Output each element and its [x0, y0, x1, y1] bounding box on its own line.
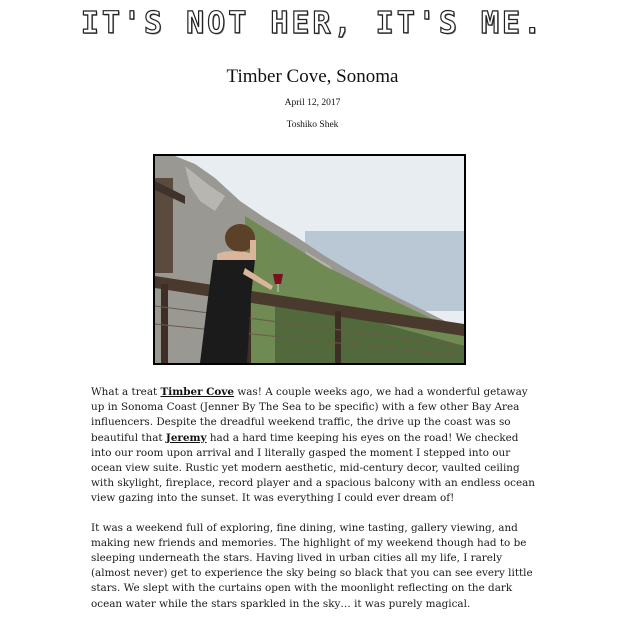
- post-author: Toshiko Shek: [286, 120, 339, 130]
- paragraph-text: What a treat: [91, 386, 161, 398]
- photo-railing-post: [335, 311, 341, 363]
- paragraph-text: had a hard time keeping his eyes on the road! We checked into our room upon arrival and I literally gasped the moment I stepped into our ocean view suite. Rustic yet modern aesthetic, mid-century decor, vaulted ceiling with skylight, fireplace, record player and a spacious balcony with an endless ocean view gazing into the sunset. It was everything I could ever dream of!: [91, 431, 535, 505]
- jeremy-link[interactable]: Jeremy: [165, 431, 207, 444]
- photo-illustration: [155, 156, 464, 363]
- timber-cove-link[interactable]: Timber Cove: [160, 386, 235, 398]
- post-title: Timber Cove, Sonoma: [226, 66, 399, 87]
- post-paragraph: It was a weekend full of exploring, fine dining, wine tasting, gallery viewing, and making new friends and memories. The highlight of my weekend though had to be sleeping underneath the stars. Having lived in urban cities all my life, I rarely (almost never) get to experience the sky being so black that you can see every little stars. We slept with the curtains open with the moonlight reflecting on the dark ocean water while the stars sparkled in the sky… it was purely magical.: [91, 521, 533, 610]
- post-paragraph: [91, 385, 536, 507]
- blog-masthead[interactable]: IT'S NOT HER, IT'S ME.: [80, 6, 545, 41]
- post-body: [91, 385, 536, 626]
- photo-railing-post: [161, 284, 168, 363]
- paragraph-text: was! A couple weeks ago, we had a wonderful getaway up in Sonoma Coast (Jenner By The Sea to be specific) with a few other Bay Area influencers. Despite the dreadful weekend traffic, the drive up the coast was so beautiful that: [91, 386, 528, 444]
- post-photo: [153, 154, 466, 365]
- post-date: April 12, 2017: [284, 98, 341, 108]
